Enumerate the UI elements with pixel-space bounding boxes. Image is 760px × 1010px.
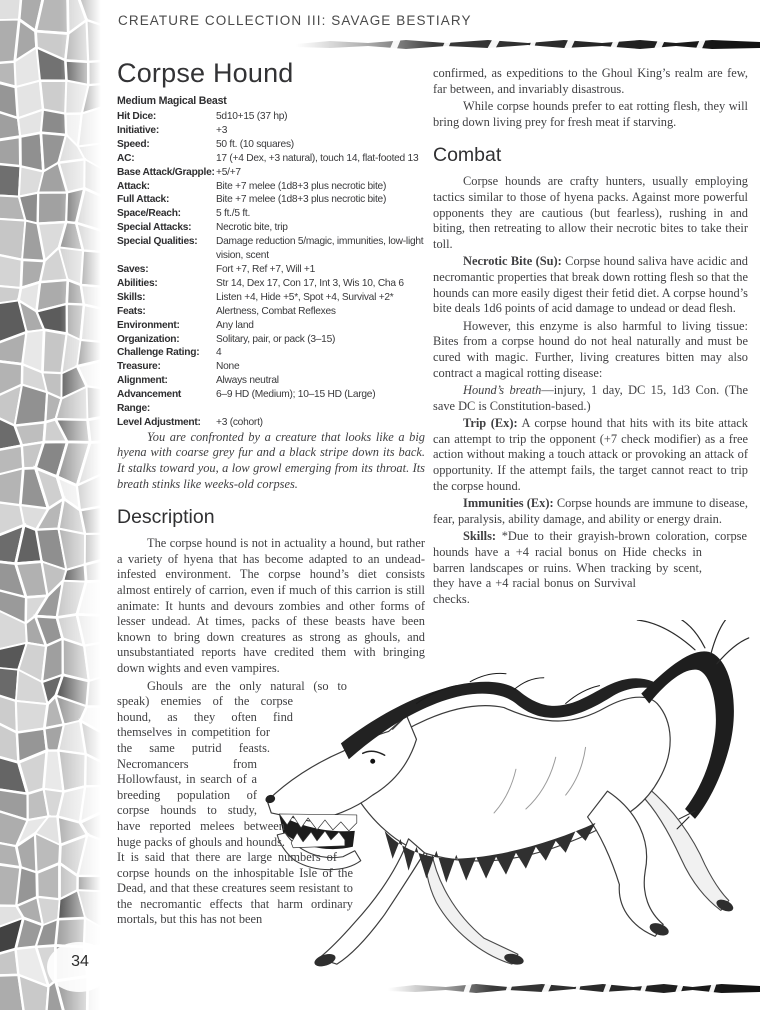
stat-label: AC: [117, 152, 135, 164]
stat-row [117, 319, 425, 333]
stat-row [117, 166, 425, 180]
creature-type-line: Medium Magical Beast [117, 95, 227, 107]
stat-label: Alignment: [117, 375, 168, 387]
necrotic-bite-text: Corpse hound saliva have acidic and necromantic properties that break down rotting flesh so that the hounds can more easily digest their fetid diet. A corpse hound’s bite deals 1d6 points of acid damage to undead or dead flesh. [433, 254, 748, 316]
stat-label: Environment: [117, 319, 180, 331]
stat-value: +3 (cohort) [216, 416, 263, 428]
skills-lead: Skills: [463, 529, 497, 544]
combat-heading: Combat [433, 144, 502, 167]
combat-tactics-paragraph: Corpse hounds are crafty hunters, usually employing tactics similar to those of hyena packs. Against more powerful opponents they are cautious (but fearless), rushing in and biting, then retreating to allow their necrotic bites to take their toll. [433, 174, 748, 251]
immunities-text: Corpse hounds are immune to disease, fear, paralysis, ability damage, and ability or energy drain. [433, 496, 748, 526]
stat-value: None [216, 361, 240, 373]
stat-value: Fort +7, Ref +7, Will +1 [216, 263, 316, 275]
text-wrap-spacer [270, 726, 425, 757]
necrotic-bite-lead: Necrotic Bite (Su): [463, 254, 562, 269]
stat-label: Special Attacks: [117, 222, 192, 234]
stat-row [117, 207, 425, 221]
stat-value: Always neutral [216, 375, 279, 387]
disease-name: Hound’s breath [463, 383, 542, 398]
stat-label: Base Attack/Grapple: [117, 166, 215, 178]
skills-text: *Due to their grayish-brown coloration, corpse hounds have a +4 racial bonus on Hide checks in barren landscapes or ruins. When tracking by scent, they have a +4 racial bonus on Survival checks. [433, 529, 747, 606]
stat-value: Bite +7 melee (1d8+3 plus necrotic bite) [216, 194, 387, 206]
stat-value: Listen +4, Hide +5*, Spot +4, Survival +2* [216, 291, 394, 303]
stat-label: Organization: [117, 333, 180, 345]
stat-row [117, 235, 425, 263]
stat-value: Str 14, Dex 17, Con 17, Int 3, Wis 10, Cha 6 [216, 277, 404, 289]
stat-label: Saves: [117, 263, 149, 275]
top-divider-band [296, 36, 760, 51]
stat-value: Solitary, pair, or pack (3–15) [216, 333, 336, 345]
stat-value: +3 [216, 124, 228, 136]
stat-row [117, 416, 425, 430]
stat-row [117, 360, 425, 374]
description-paragraph-2-text: Ghouls are the only natural (so to speak) enemies of the corpse hound, as they often find themselves in competition for the same putrid feasts. Necromancers from Hollowfaust, in search of a breeding population of corpse hounds to study, have reported melees between huge packs of ghouls and hounds. It is said that there are large numbers of corpse hounds on the inhospitable Isle of the Dead, and that these creatures seem resistant to the necromantic effects that harm ordinary mortals, but this has not been [117, 678, 353, 927]
stat-row [117, 221, 425, 235]
stat-label: Speed: [117, 138, 150, 150]
disease-paragraph [433, 383, 748, 414]
text-wrap-spacer [353, 851, 425, 913]
stat-row [117, 152, 425, 166]
stat-value: Necrotic bite, trip [216, 222, 288, 234]
stat-row [117, 138, 425, 152]
text-wrap-spacer [293, 695, 425, 726]
text-wrap-spacer [347, 679, 425, 695]
stat-value: 5d10+15 (37 hp) [216, 111, 288, 122]
combat-continued-paragraph: confirmed, as expeditions to the Ghoul King’s realm are few, far between, and invariably disastrous. [433, 66, 748, 96]
stat-label: Special Qualities: [117, 236, 198, 248]
stat-label: Initiative: [117, 124, 159, 136]
trip-paragraph [433, 416, 748, 494]
text-wrap-spacer [337, 835, 425, 851]
stat-value: 5 ft./5 ft. [216, 208, 251, 220]
immunities-paragraph [433, 496, 748, 527]
description-paragraph-2 [117, 679, 425, 929]
book-header: CREATURE COLLECTION III: SAVAGE BESTIARY [118, 13, 472, 28]
left-column [117, 58, 425, 928]
stat-row [117, 193, 425, 207]
stat-row [117, 180, 425, 194]
stat-row [117, 110, 425, 124]
stat-value: 6–9 HD (Medium); 10–15 HD (Large) [216, 389, 376, 401]
stat-label: Level Adjustment: [117, 416, 201, 428]
enzyme-paragraph: However, this enzyme is also harmful to living tissue: Bites from a corpse hound do not heal naturally and must be cured with magic. Further, living creatures bitten may also contract a magical rotting disease: [433, 318, 748, 380]
text-wrap-spacer [536, 592, 748, 623]
stat-value: Alertness, Combat Reflexes [216, 305, 336, 317]
description-heading: Description [117, 506, 215, 529]
stat-value: 17 (+4 Dex, +3 natural), touch 14, flat-footed 13 [216, 152, 419, 164]
stat-block [117, 110, 425, 430]
stat-label: Abilities: [117, 277, 158, 289]
right-column [433, 66, 748, 623]
stat-label: Attack: [117, 180, 150, 192]
stat-value: 4 [216, 347, 222, 359]
stat-row [117, 291, 425, 305]
stat-row [117, 374, 425, 388]
combat-intro-paragraph: While corpse hounds prefer to eat rotting flesh, they will bring down living prey for fresh meat if starving. [433, 99, 748, 129]
skills-paragraph [433, 529, 748, 607]
stat-label: Treasure: [117, 361, 161, 373]
stat-value: +5/+7 [216, 166, 241, 178]
stat-label: Advancement Range: [117, 389, 182, 415]
text-wrap-spacer [636, 576, 748, 592]
stat-row [117, 305, 425, 319]
immunities-lead: Immunities (Ex): [463, 496, 554, 511]
stat-label: Feats: [117, 305, 146, 317]
description-paragraph-1: The corpse hound is not in actuality a hound, but rather a variety of hyena that has become adapted to an undead-infested environment. The corpse hound’s diet consists almost entirely of carrion, even if much of this carrion is still animate: It hunts and devours zombies and other forms of lesser undead. At times, packs of these beasts have been known to bring down creatures as strong as ghouls, and unsubstantiated reports have credited them with bringing down wights and even vampires. [117, 536, 425, 675]
stat-value: Bite +7 melee (1d8+3 plus necrotic bite) [216, 180, 387, 192]
necrotic-bite-paragraph [433, 254, 748, 316]
bark-texture-border [0, 0, 104, 1010]
stat-row [117, 263, 425, 277]
stat-label: Challenge Rating: [117, 347, 200, 359]
trip-text: A corpse hound that hits with its bite attack can attempt to trip the opponent (+7 check modifier) as a free action without making a touch attack or provoking an attack of opportunity. If the attempt fails, the target cannot react to trip the corpse hound. [433, 416, 748, 493]
text-wrap-spacer [285, 804, 425, 835]
stat-label: Skills: [117, 291, 146, 303]
stat-row [117, 333, 425, 347]
stat-value: Any land [216, 319, 254, 331]
stat-label: Hit Dice: [117, 111, 157, 122]
stat-value: 50 ft. (10 squares) [216, 138, 294, 150]
stat-value: Damage reduction 5/magic, immunities, low-light vision, scent [216, 236, 424, 262]
stat-row [117, 277, 425, 291]
text-wrap-spacer [747, 529, 748, 560]
disease-text: —injury, 1 day, DC 15, 1d3 Con. (The save DC is Constitution-based.) [433, 383, 748, 413]
text-wrap-spacer [702, 560, 748, 576]
page-number: 34 [71, 953, 89, 970]
text-wrap-spacer [257, 757, 425, 804]
stat-label: Space/Reach: [117, 208, 181, 220]
stat-row [117, 124, 425, 138]
trip-lead: Trip (Ex): [463, 416, 518, 431]
stat-row [117, 346, 425, 360]
stat-row [117, 388, 425, 416]
creature-name: Corpse Hound [117, 58, 294, 88]
stat-label: Full Attack: [117, 194, 170, 206]
flavor-text: You are confronted by a creature that looks like a big hyena with coarse grey fur and a black stripe down its back. It stalks toward you, a low growl emerging from its throat. Its breath stinks like weeks-old corpses. [117, 429, 425, 491]
